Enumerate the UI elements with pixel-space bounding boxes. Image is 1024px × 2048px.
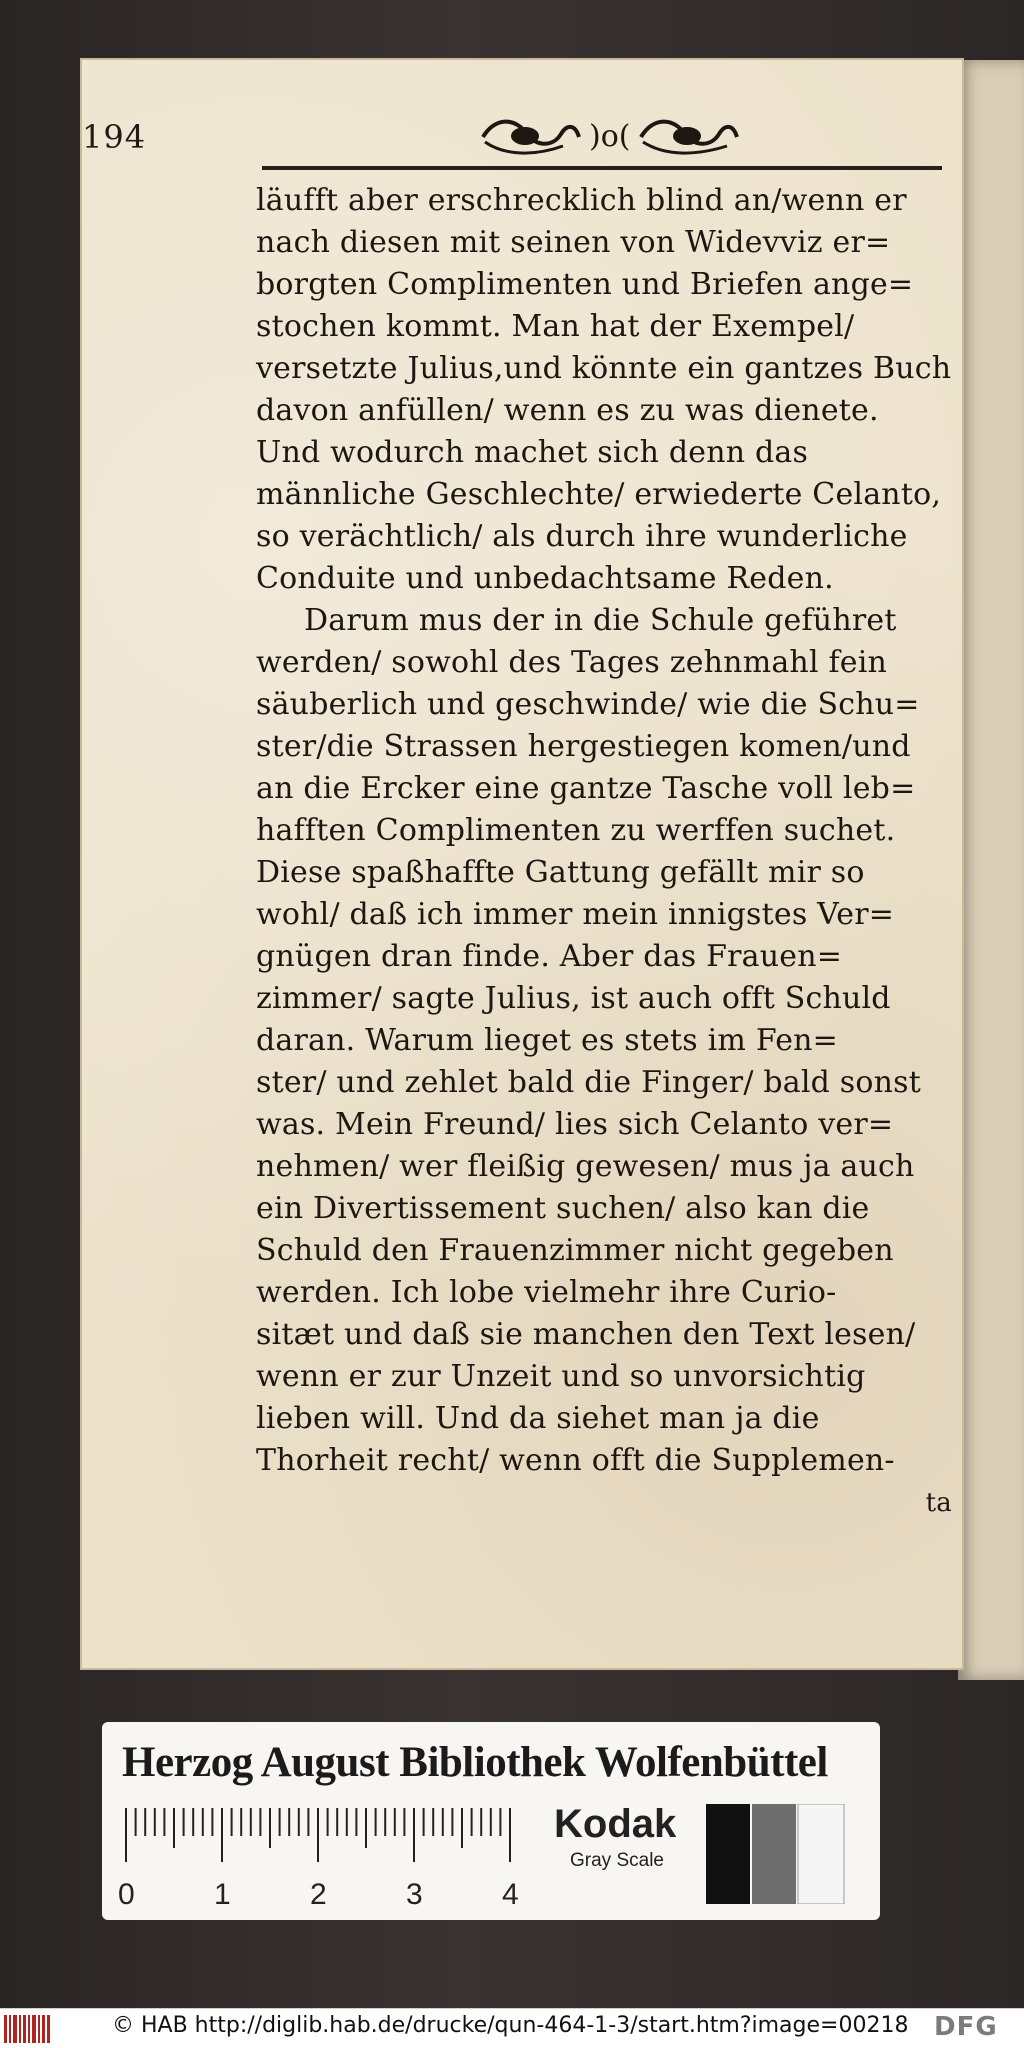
text-line: Diese spaßhaffte Gattung gefällt mir so [256,855,865,890]
color-calibration-card [102,1722,880,1920]
swatch-white [798,1804,844,1904]
text-line: läufft aber erschrecklich blind an/wenn er [256,183,907,218]
text-line: so verächtlich/ als durch ihre wunderliche [256,519,908,554]
kodak-brand: Kodak [554,1802,677,1846]
header-rule [262,166,942,170]
header-ornament [475,112,745,162]
text-line: gnügen dran finde. Aber das Frauen= [256,939,843,974]
text-line: borgten Complimenten und Briefen ange= [256,267,914,302]
catchword: ta [925,1488,952,1518]
svg-text:)o(: )o( [589,119,631,154]
text-line: was. Mein Freund/ lies sich Celanto ver= [256,1107,894,1142]
ruler-label: 2 [310,1878,327,1910]
ruler-label: 3 [406,1878,423,1910]
body-text [256,180,956,1524]
text-line: davon anfüllen/ wenn es zu was dienete. [256,393,879,428]
text-line: ein Divertissement suchen/ also kan die [256,1191,870,1226]
text-line: werden/ sowohl des Tages zehnmahl fein [256,645,888,680]
text-line: wohl/ daß ich immer mein innigstes Ver= [256,897,895,932]
adjacent-page-edge [958,60,1024,1680]
swatch-gray [752,1804,796,1904]
text-line: wenn er zur Unzeit und so unvorsichtig [256,1359,866,1394]
text-line: daran. Warum lieget es stets im Fen= [256,1023,839,1058]
ruler-label: 0 [118,1878,135,1910]
library-name: Herzog August Bibliothek Wolfenbüttel [122,1739,828,1786]
text-line: Schuld den Frauenzimmer nicht gegeben [256,1233,894,1268]
text-line: an die Ercker eine gantze Tasche voll leb= [256,771,916,806]
text-line: ster/ und zehlet bald die Finger/ bald sonst [256,1065,922,1100]
footer-bar [0,2008,1024,2048]
ruler-label: 1 [214,1878,231,1910]
text-line: Conduite und unbedachtsame Reden. [256,561,834,596]
text-line: sitæt und daß sie manchen den Text lesen/ [256,1317,916,1352]
ruler-label: 4 [502,1878,519,1910]
text-line: Und wodurch machet sich denn das [256,435,809,470]
measurement-ruler [116,1800,536,1910]
text-line: säuberlich und geschwinde/ wie die Schu= [256,687,920,722]
page-number: 194 [82,118,147,156]
paragraph-start-line: Darum mus der in die Schule geführet [304,603,897,638]
barcode-icon [4,2015,50,2043]
gray-swatches [706,1804,846,1904]
text-line: versetzte Julius,und könnte ein gantzes Buch [256,351,952,386]
text-line: männliche Geschlechte/ erwiederte Celanto, [256,477,942,512]
text-line: hafften Complimenten zu werffen suchet. [256,813,896,848]
text-line: zimmer/ sagte Julius, ist auch offt Schuld [256,981,891,1016]
copyright-link[interactable]: © HAB http://diglib.hab.de/drucke/qun-464-1-3/start.htm?image=00218 [112,2013,909,2038]
text-line: ster/die Strassen hergestiegen komen/und [256,729,911,764]
gray-scale-label: Gray Scale [570,1850,664,1871]
text-line: stochen kommt. Man hat der Exempel/ [256,309,855,344]
text-line: werden. Ich lobe vielmehr ihre Curio- [256,1275,837,1310]
text-line: Thorheit recht/ wenn offt die Supplemen- [256,1443,895,1478]
text-line: lieben will. Und da siehet man ja die [256,1401,820,1436]
text-line: nehmen/ wer fleißig gewesen/ mus ja auch [256,1149,915,1184]
text-line: nach diesen mit seinen von Widevviz er= [256,225,891,260]
swatch-black [706,1804,750,1904]
dfg-logo: DFG [934,2012,998,2042]
